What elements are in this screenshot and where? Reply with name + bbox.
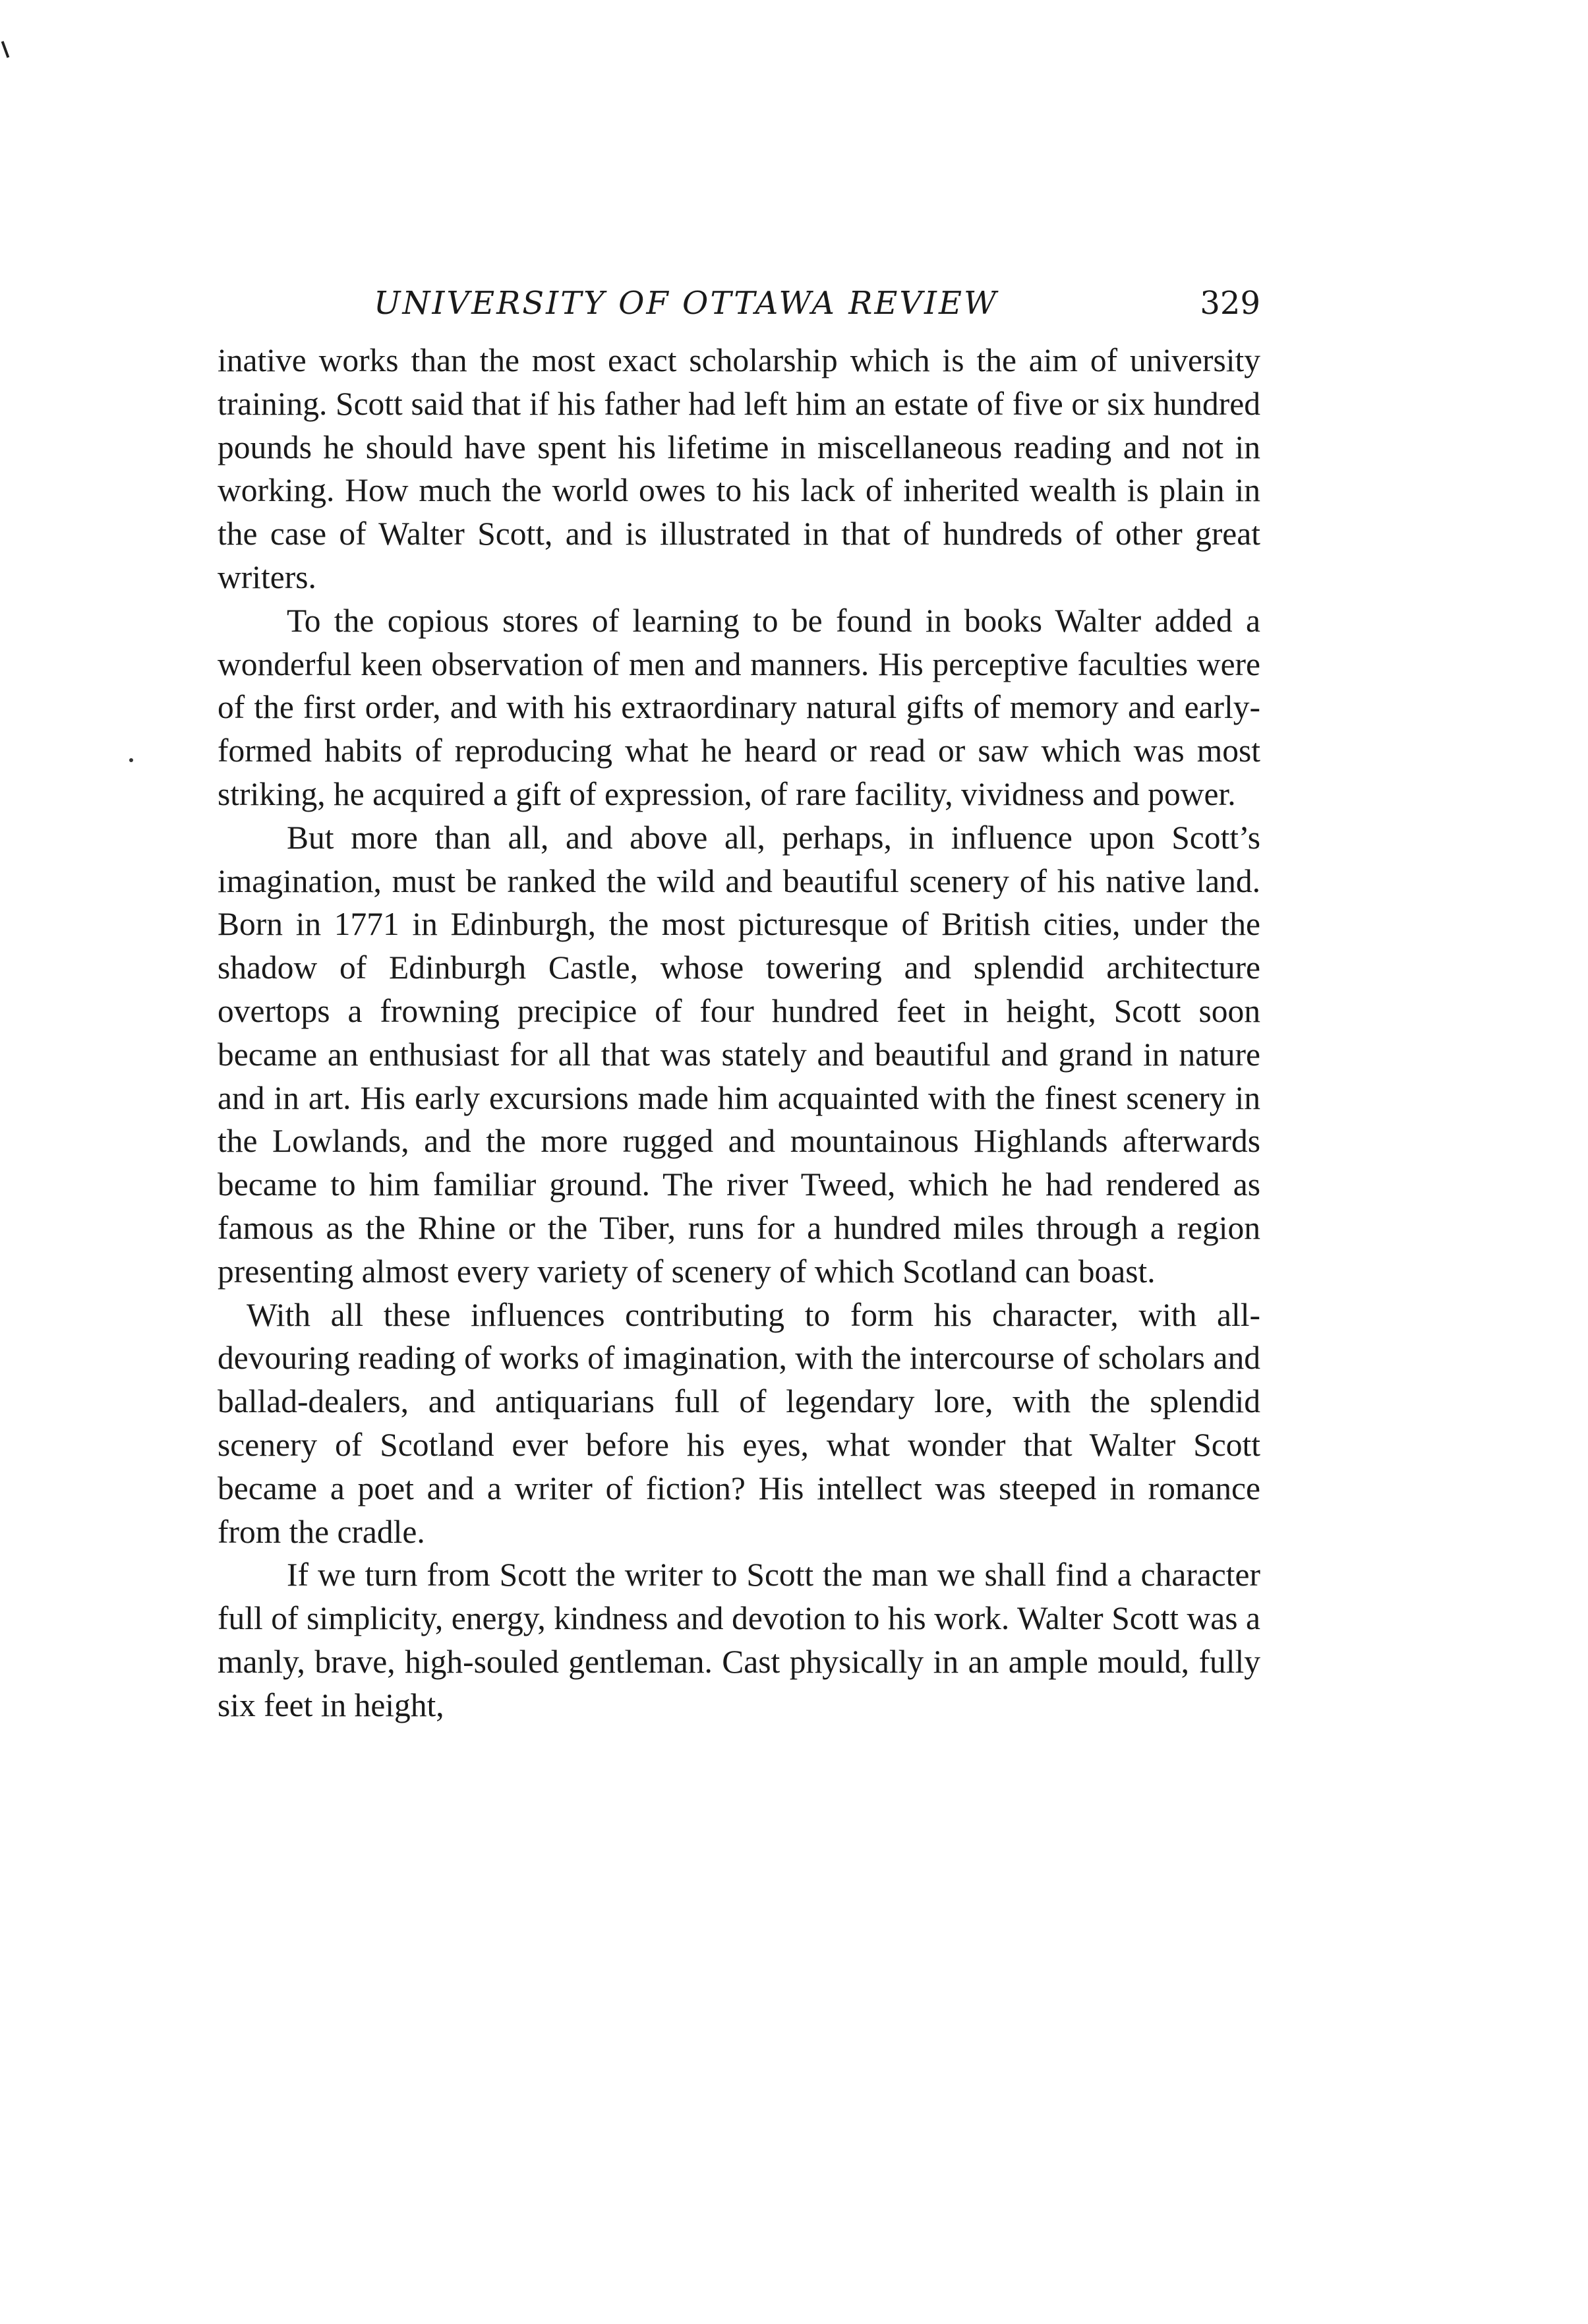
margin-speck bbox=[129, 758, 133, 762]
scan-mark bbox=[1, 41, 10, 58]
paragraph: If we turn from Scott the writer to Scott the man we shall find a character full of simplicity, energy, kindness and devotion to his work. Walter Scott was a manly, brave, high-souled gentleman. Cast physically in an ample mould, fully six feet in height, bbox=[218, 1557, 1260, 1723]
page-number: 329 bbox=[1200, 285, 1260, 322]
paragraph: With all these influences contributing to form his character, with all-devouring reading of works of imagination, with the intercourse of scholars and ballad-dealers, and antiquarians full of legendary lore, with the splendid scenery of Scotland ever before his eyes, what wonder that Walter Scott became a poet and a writer of fiction? His intellect was steeped in romance from the cradle. bbox=[218, 1296, 1260, 1550]
paragraph: But more than all, and above all, perhaps, in influence upon Scott’s imagination, must be ranked the wild and beautiful scenery of his native land. Born in 1771 in Edinburgh, the most picturesque of British cities, under the shadow of Edinburgh Castle, whose towering and splendid architecture overtops a frowning precipice of four hundred feet in height, Scott soon became an enthusiast for all that was stately and beautiful and grand in nature and in art. His early excursions made him acquainted with the finest scenery in the Lowlands, and the more rugged and mountainous Highlands afterwards became to him familiar ground. The river Tweed, which he had rendered as famous as the Rhine or the Tiber, runs for a hundred miles through a region presenting almost every variety of scenery of which Scotland can boast. bbox=[218, 819, 1260, 1290]
paragraph-continued: inative works than the most exact scholarship which is the aim of university training. Scott said that if his father had left him an estate of five or six hundred pounds he should have spent his lifetime in miscellaneous reading and not in working. How much the world owes to his lack of inherited wealth is plain in the case of Walter Scott, and is illustrated in that of hundreds of other great writers. bbox=[218, 342, 1260, 595]
running-head bbox=[218, 277, 1260, 330]
paragraph: To the copious stores of learning to be found in books Walter added a wonderful keen observation of men and manners. His perceptive faculties were of the first order, and with his extraordinary natural gifts of memory and early-formed habits of reproducing what he heard or read or saw which was most striking, he acquired a gift of expression, of rare facility, vividness and power. bbox=[218, 602, 1260, 812]
article-body bbox=[218, 339, 1260, 1727]
journal-title: UNIVERSITY OF OTTAWA REVIEW bbox=[374, 285, 999, 322]
